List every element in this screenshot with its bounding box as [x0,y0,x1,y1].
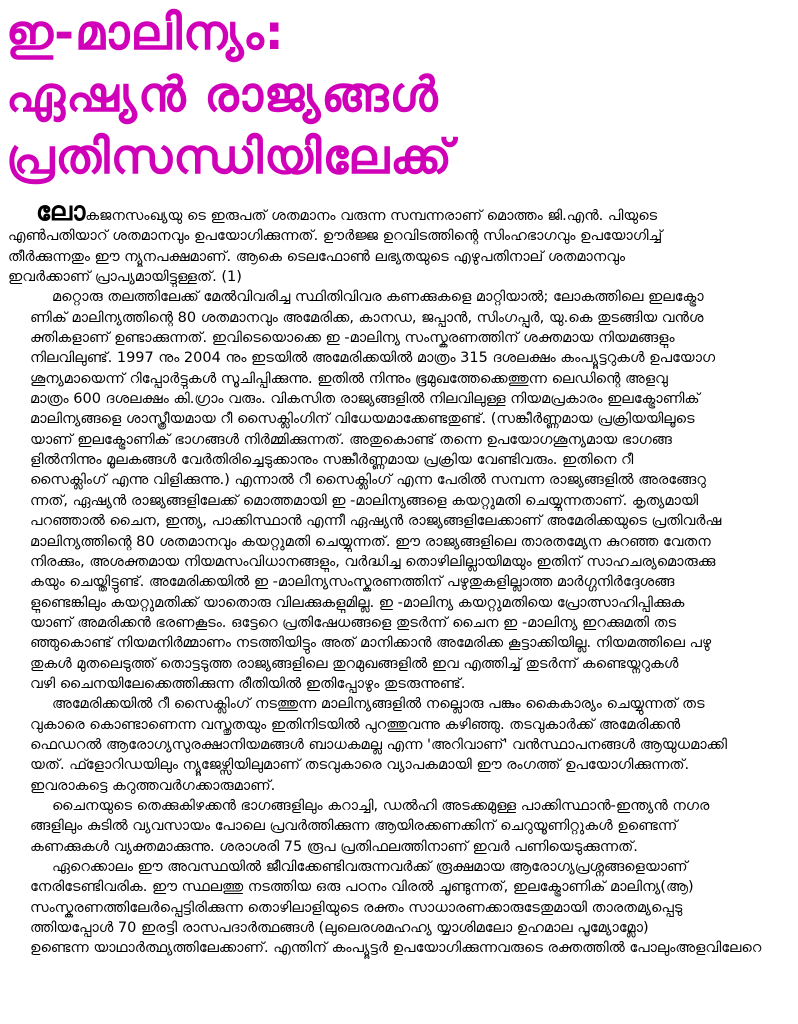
line-text: കയും ചെയ്തിട്ടുണ്ട്. അമേരിക്കയിൽ ഇ -മാലിന്യസംസ്കരണത്തിന് പഴുതുകളില്ലാത്ത മാർഗ്ഗനിർദ്ദേശങ്ങ [30,574,675,591]
paragraph-line [8,267,792,287]
line-text: വുകാരെ കൊണ്ടാണെന്ന വസ്തുതയും ഇതിനിടയിൽ പുറത്തുവന്നു കഴിഞ്ഞു. തടവുകാർക്ക് അമേരിക്കൻ [30,716,681,733]
title-line-2: ഏഷ്യൻ രാജ്യങ്ങൾ [6,67,439,123]
line-text: യാണ് അമരിക്കൻ ഭരണകൂടം. ഒട്ടേറെ പ്രതിഷേധങ്ങളെ തുടർന്ന് ചൈന ഇ -മാലിന്യ ഇറക്കുമതി തട [30,614,677,631]
line-text: ഞ്ഞുകൊണ്ട് നിയമനിർമ്മാണം നടത്തിയിട്ടും അത് മാനിക്കാൻ അമേരിക്ക കൂട്ടാക്കിയില്ല. നിയമത്തിലെ പഴു [30,635,712,652]
line-text: ളുണ്ടെങ്കിലും കയറ്റുമതിക്ക് യാതൊരു വിലക്കുകളുമില്ല. ഇ -മാലിന്യ കയറ്റുമതിയെ പ്രോത്സാഹിപ്പിക്കുക [30,594,685,611]
line-text: ത്തിയപ്പോൾ 70 ഇരട്ടി രാസപദാർത്ഥങ്ങൾ (ലുലെരശമഹഹ്യ യ്യാശിമലോ ഉഹമാല പൂമ്യോമ്ലോ) [30,920,649,937]
paragraph-line [8,409,792,429]
line-text: ണിക് മാലിന്യത്തിന്റെ 80 ശതമാനവും അമേരിക്ക, കാനഡ, ജപ്പാൻ, സിംഗപ്പൂർ, യു.കെ തുടങ്ങിയ വൻശ [30,309,704,326]
paragraph-line [8,572,792,592]
paragraph-line [8,532,792,552]
line-text: ശൂന്യമായെന്ന് റിപ്പോർട്ടുകൾ സൂചിപ്പിക്കുന്നു. ഇതിൽ നിന്നും ഭൂമുഖത്തേക്കെത്തുന്ന ലെഡിന്റെ അളവു [30,370,668,387]
drop-cap: ലോ [36,202,86,227]
paragraph-line [8,389,792,409]
paragraph-line [8,593,792,613]
paragraph-line [8,633,792,653]
line-text: മാലിന്യങ്ങളെ ശാസ്ത്രീയമായ റീ സൈക്ലിംഗിന് വിധേയമാക്കേണ്ടതുണ്ട്. (സങ്കീർണ്ണമായ പ്രക്രിയയിലൂടെ [30,411,695,428]
paragraph-line [8,247,792,267]
article-paragraph [8,694,792,796]
line-text: ഇവരാകട്ടെ കറുത്തവർഗക്കാരുമാണ്. [30,777,276,794]
paragraph-line [8,816,792,836]
paragraph-line [8,552,792,572]
paragraph-line [8,511,792,531]
line-text: ചൈനയുടെ തെക്കുകിഴക്കൻ ഭാഗങ്ങളിലും കറാച്ചി, ഡൽഹി അടക്കമുള്ള പാക്കിസ്ഥാൻ-ഇന്ത്യൻ നഗര [52,797,710,814]
line-text: നിലവിലുണ്ട്. 1997 നും 2004 നും ഇടയിൽ അമേരിക്കയിൽ മാത്രം 315 ദശലക്ഷം കംപ്യൂട്ടറുകൾ ഉപയോഗ [30,350,716,367]
paragraph-line [8,491,792,511]
line-text: എൺപതിയാറ് ശതമാനവും ഉപയോഗിക്കുന്നത്. ഊർജ്ജ ഉറവിടത്തിന്റെ സിംഹഭാഗവും ഉപയോഗിച്ച് [8,228,663,245]
line-text: ഉണ്ടെന്ന യാഥാർത്ഥ്യത്തിലേക്കാണ്. എന്തിന് കംപ്യൂട്ടർ ഉപയോഗിക്കുന്നവരുടെ രക്തത്തിൽ പോലുംഅളവിലേറെ [30,940,762,957]
paragraph-line [8,226,792,246]
title-line-1: ഇ-മാലിന്യം: [6,5,285,61]
line-text: നേരിടേണ്ടിവരിക. ഈ സ്ഥലത്തു നടത്തിയ ഒരു പഠനം വിരൽ ചൂണ്ടുന്നത്, ഇലക്ട്രോണിക് മാലിന്യ(ആ) [30,879,694,896]
paragraph-line [8,674,792,694]
paragraph-line [8,857,792,877]
line-text: യത്. ഫ്ളോറിഡയിലും ന്യൂജേഴ്സിയിലുമാണ് തടവുകാരെ വ്യാപകമായി ഈ രംഗത്ത് ഉപയോഗിക്കുന്നത്. [30,757,690,774]
paragraph-line [8,369,792,389]
line-text: തീർക്കുന്നതും ഈ ന്യൂനപക്ഷമാണ്. ആകെ ടെലഫോൺ ലഭ്യതയുടെ എഴുപതിനാല് ശതമാനവും [8,248,626,265]
paragraph-line [8,348,792,368]
paragraph-line [8,898,792,918]
article-paragraph [8,796,792,857]
paragraph-line [8,694,792,714]
article-body [8,202,792,959]
paragraph-line [8,938,792,958]
line-text: മറ്റൊരു തലത്തിലേക്ക് മേൽവിവരിച്ച സ്ഥിതിവിവര കണക്കുകളെ മാറ്റിയാൽ; ലോകത്തിലെ ഇലക്ട്രോ [52,289,704,306]
line-text: ഏറെക്കാലം ഈ അവസ്ഥയിൽ ജീവിക്കേണ്ടിവരുന്നവർക്ക് രൂക്ഷമായ ആരോഗ്യപ്രശ്നങ്ങളെയാണ് [52,859,688,875]
line-text: ന്നത്, ഏഷ്യൻ രാജ്യങ്ങളിലേക്ക് മൊത്തമായി ഇ -മാലിന്യങ്ങളെ കയറ്റുമതി ചെയ്യുന്നതാണ്. കൃത്യമായി [30,492,699,509]
line-text: വഴി ചൈനയിലേക്കെത്തിക്കുന്ന രീതിയിൽ ഇതിപ്പോഴും തുടരുന്നുണ്ട്. [30,675,466,692]
line-text: നിരക്കും, അശക്തമായ നിയമസംവിധാനങ്ങളും, വർദ്ധിച്ച തൊഴിലില്ലായിമയും ഇതിന് സാഹചര്യമൊരുക്കു [30,553,716,570]
line-text: പറഞ്ഞാൽ ചൈന, ഇന്ത്യ, പാക്കിസ്ഥാൻ എന്നീ ഏഷ്യൻ രാജ്യങ്ങളിലേക്കാണ് അമേരിക്കയുടെ പ്രതിവർഷ [30,513,722,530]
paragraph-line [8,877,792,897]
paragraph-line [8,796,792,816]
article-paragraph [8,857,792,959]
line-text: ഇവർക്കാണ് പ്രാപ്യമായിട്ടുള്ളത്. (1) [8,269,242,286]
title-line-3: പ്രതിസന്ധിയിലേക്ക് [6,129,453,185]
paragraph-line [8,470,792,490]
paragraph-line [8,755,792,775]
paragraph-line [8,450,792,470]
line-text: ഫെഡറൽ ആരോഗ്യസുരക്ഷാനിയമങ്ങൾ ബാധകമല്ല എന്ന 'അറിവാണ്' വൻസ്ഥാപനങ്ങൾ ആയുധമാക്കി [30,736,727,753]
paragraph-line [8,308,792,328]
paragraph-line [8,202,792,226]
line-text: കജനസംഖ്യയു ടെ ഇരുപത് ശതമാനം വരുന്ന സമ്പന്നരാണ് മൊത്തം ജി.എൻ. പിയുടെ [85,208,658,224]
paragraph-line [8,776,792,796]
line-text: അമേരിക്കയിൽ റീ സൈക്ലിംഗ് നടത്തുന്ന മാലിന്യങ്ങളിൽ നല്ലൊരു പങ്കും കൈകാര്യം ചെയ്യുന്നത് തട [52,696,705,713]
line-text: ളിൽനിന്നും മൂലകങ്ങൾ വേർതിരിച്ചെടുക്കാനും സങ്കീർണ്ണമായ പ്രക്രിയ വേണ്ടിവരും. ഇതിനെ റീ [30,452,634,469]
article-paragraph [8,202,792,287]
paragraph-line [8,735,792,755]
line-text: യാണ് ഇലക്ട്രോണിക് ഭാഗങ്ങൾ നിർമ്മിക്കുന്നത്. അതുകൊണ്ട് തന്നെ ഉപയോഗശൂന്യമായ ഭാഗങ്ങ [30,431,672,448]
paragraph-line [8,328,792,348]
article-paragraph [8,287,792,694]
paragraph-line [8,287,792,307]
paragraph-line [8,654,792,674]
paragraph-line [8,837,792,857]
line-text: കണക്കുകൾ വ്യക്തമാക്കുന്നു. ശരാശരി 75 രൂപ പ്രതിഫലത്തിനാണ് ഇവർ പണിയെടുക്കുന്നത്. [30,838,638,855]
line-text: തുകൾ മുതലെടുത്ത് തൊട്ടടുത്ത രാജ്യങ്ങളിലെ തുറമുഖങ്ങളിൽ ഇവ എത്തിച്ച് തുടർന്ന് കണ്ടെയ്നറുകൾ [30,655,679,672]
article-title [6,2,794,188]
line-text: ങ്ങളിലും കുടിൽ വ്യവസായം പോലെ പ്രവർത്തിക്കുന്ന ആയിരക്കണക്കിന് ചെറുയൂണിറ്റുകൾ ഉണ്ടെന്ന് [30,818,678,835]
line-text: മാത്രം 600 ദശലക്ഷം കി.ഗ്രാം വരും. വികസിത രാജ്യങ്ങളിൽ നിലവിലുള്ള നിയമപ്രകാരം ഇലക്ട്രോണിക് [30,391,700,408]
line-text: മാലിന്യത്തിന്റെ 80 ശതമാനവും കയറ്റുമതി ചെയ്യുന്നത്. ഈ രാജ്യങ്ങളിലെ താരതമ്യേന കുറഞ്ഞ വേതന [30,533,711,550]
line-text: സംസ്കരണത്തിലേർപ്പെട്ടിരിക്കുന്ന തൊഴിലാളിയുടെ രക്തം സാധാരണക്കാരുടേതുമായി താരതമ്യപ്പെടു [30,899,683,916]
paragraph-line [8,918,792,938]
line-text: സൈക്ലിംഗ് എന്നു വിളിക്കുന്നു.) എന്നാൽ റീ സൈക്ലിംഗ് എന്ന പേരിൽ സമ്പന്ന രാജ്യങ്ങളിൽ അരങ്ങേറു [30,472,706,489]
line-text: ക്തികളാണ് ഉണ്ടാക്കുന്നത്. ഇവിടെയൊക്കെ ഇ -മാലിന്യ സംസ്കരണത്തിന് ശക്തമായ നിയമങ്ങളും [30,330,675,347]
paragraph-line [8,430,792,450]
paragraph-line [8,715,792,735]
paragraph-line [8,613,792,633]
